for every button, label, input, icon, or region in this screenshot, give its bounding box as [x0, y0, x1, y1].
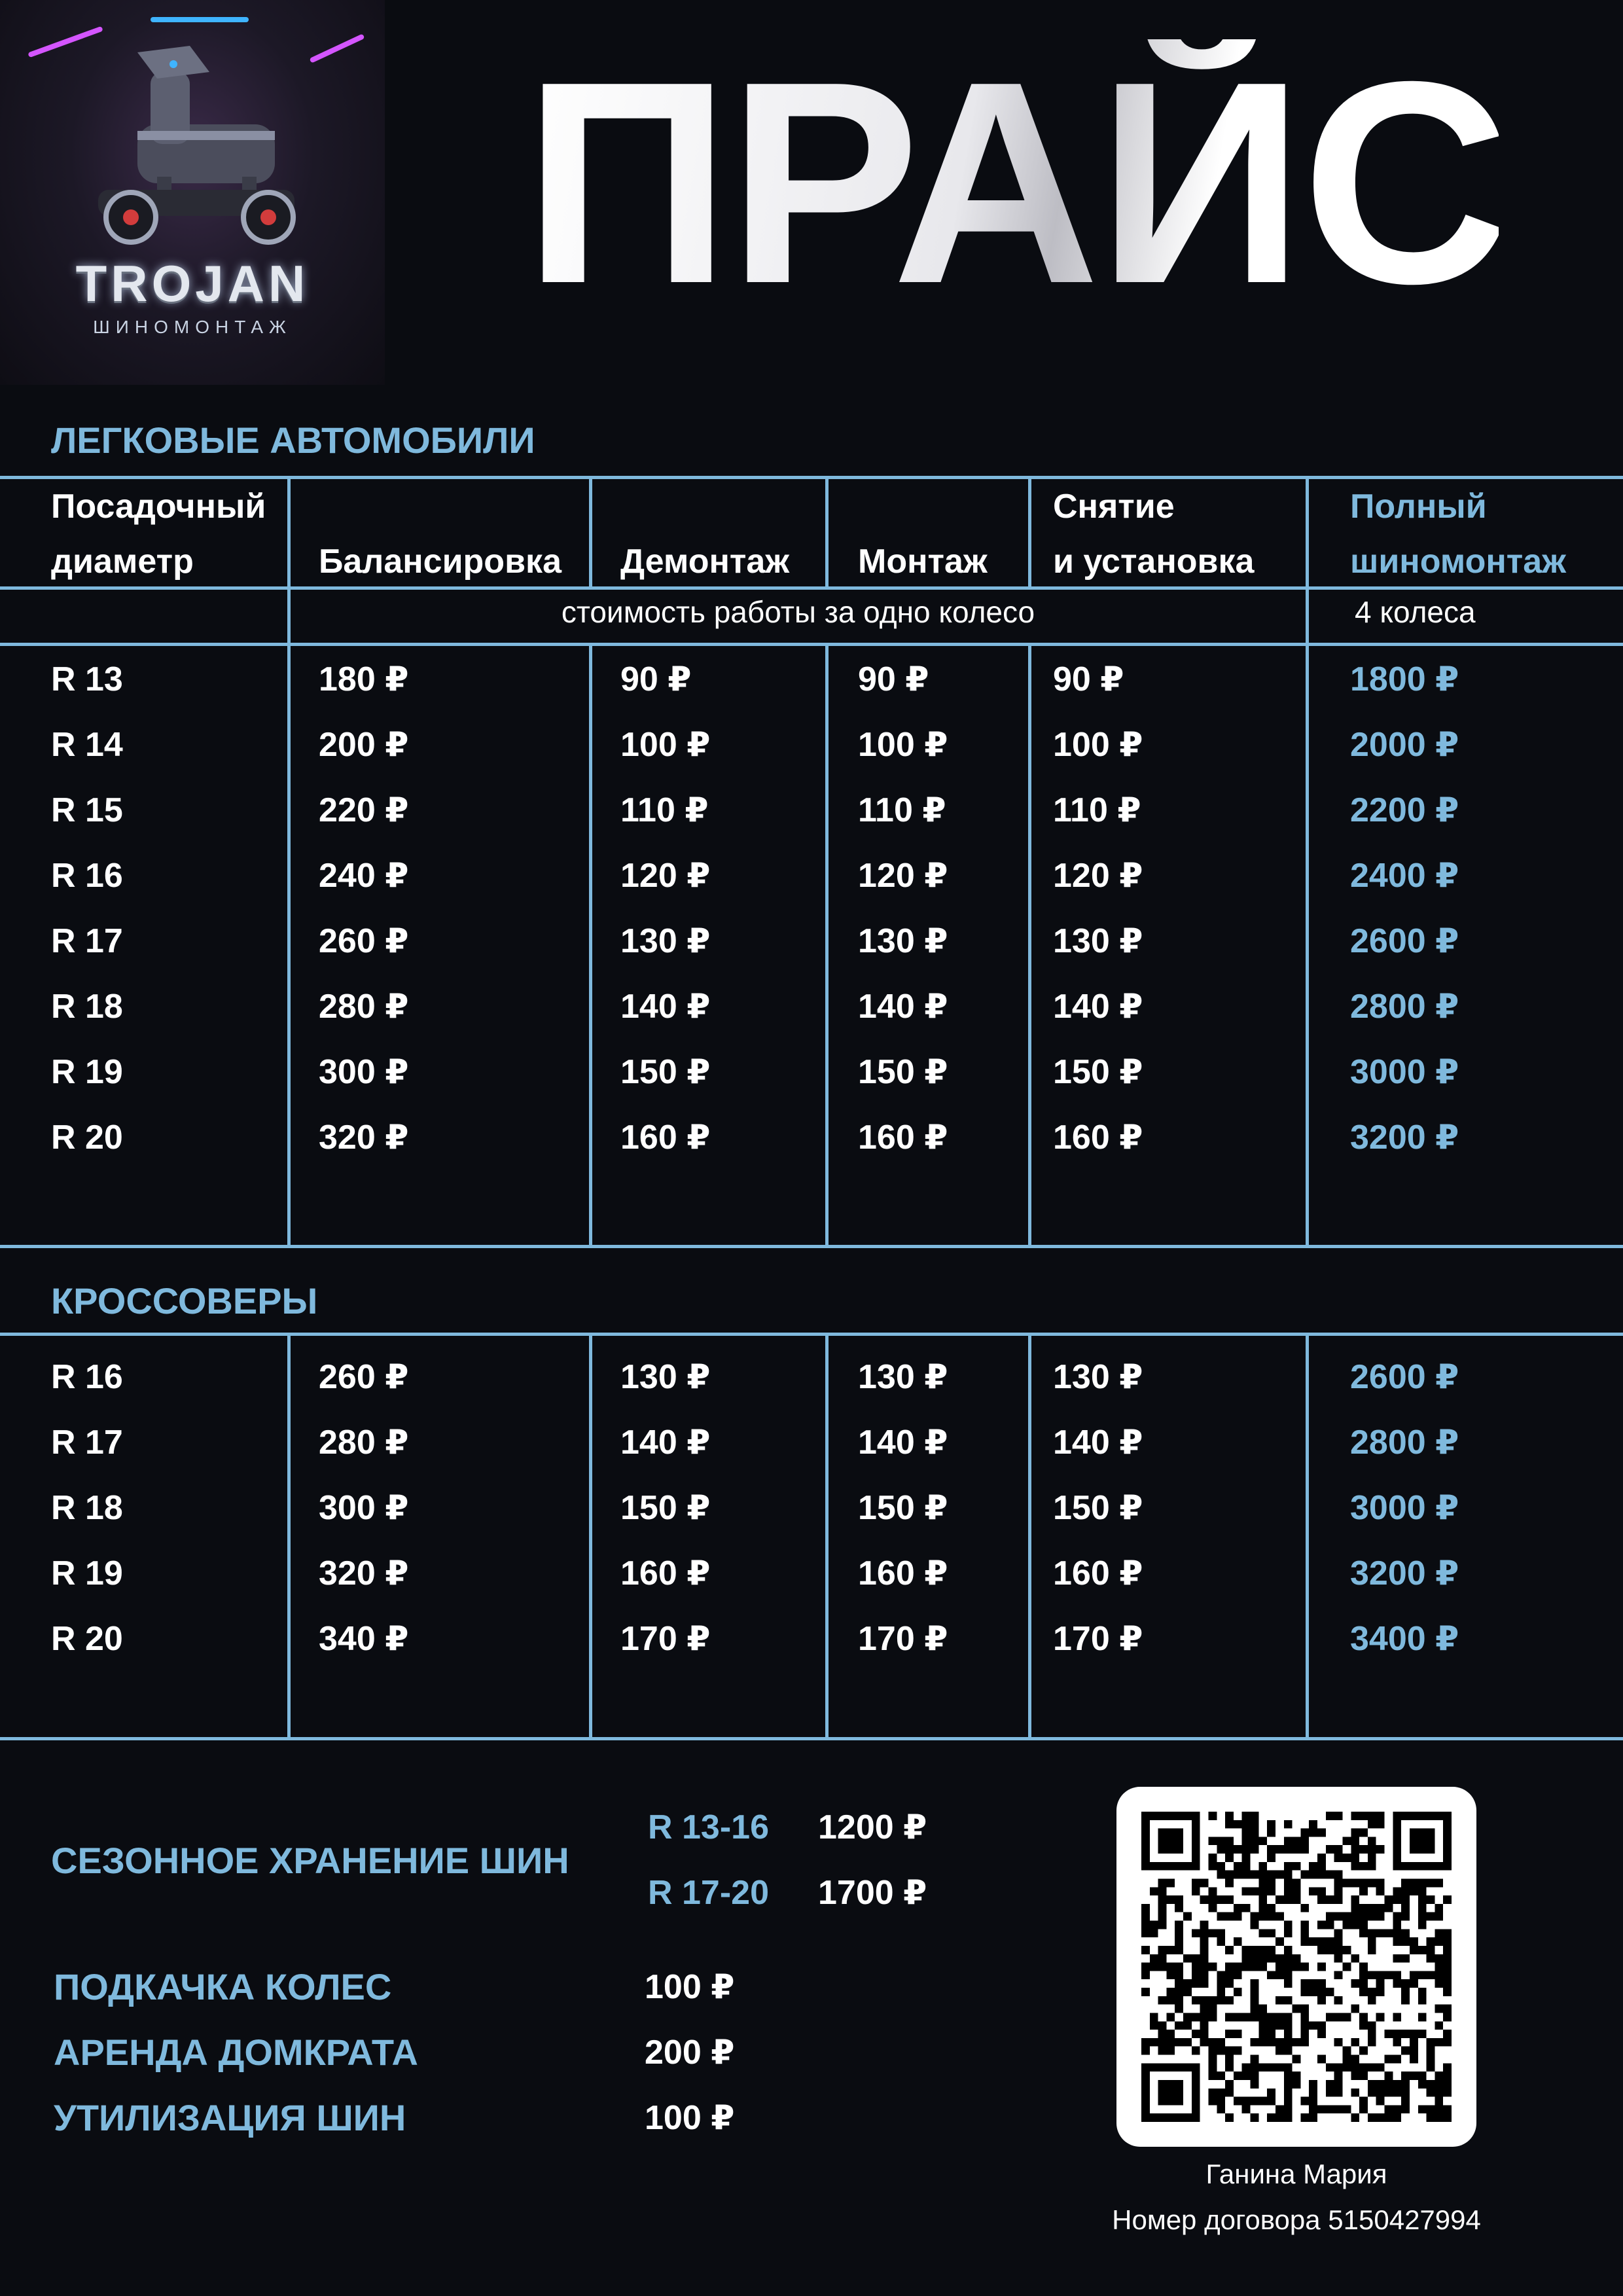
crossover-cell-mount: 130 ₽ — [858, 1358, 948, 1396]
passenger-cell-removal: 90 ₽ — [1053, 660, 1124, 698]
logo-subtitle-text: ШИНОМОНТАЖ — [93, 317, 292, 337]
crossover-cell-full-service: 2800 ₽ — [1350, 1424, 1459, 1462]
passenger-cell-mount: 110 ₽ — [858, 791, 946, 829]
passenger-cell-removal: 130 ₽ — [1053, 922, 1143, 960]
passenger-cell-removal: 120 ₽ — [1053, 857, 1143, 895]
passenger-cell-balancing: 220 ₽ — [319, 791, 409, 829]
crossover-cell-full-service: 3200 ₽ — [1350, 1554, 1459, 1592]
crossover-cell-diameter: R 20 — [51, 1620, 123, 1658]
header-full-line1: Полный — [1350, 488, 1487, 526]
crossover-cell-diameter: R 19 — [51, 1554, 123, 1592]
passenger-cell-full-service: 1800 ₽ — [1350, 660, 1459, 698]
crossover-cell-dismount: 160 ₽ — [620, 1554, 711, 1592]
passenger-cell-dismount: 150 ₽ — [620, 1053, 711, 1091]
crossover-cell-diameter: R 18 — [51, 1489, 123, 1527]
four-wheels-note: 4 колеса — [1355, 595, 1476, 629]
storage-price: 1700 ₽ — [818, 1874, 927, 1912]
trojan-horse-icon — [59, 26, 334, 249]
section-title-crossover: КРОССОВЕРЫ — [51, 1280, 318, 1321]
logo-brand-text: TROJAN — [75, 255, 310, 312]
col-divider — [825, 1333, 829, 1738]
crossover-cell-full-service: 3000 ₽ — [1350, 1489, 1459, 1527]
passenger-cell-mount: 130 ₽ — [858, 922, 948, 960]
col-divider — [1028, 1333, 1031, 1738]
crossover-cell-balancing: 260 ₽ — [319, 1358, 409, 1396]
passenger-cell-full-service: 2800 ₽ — [1350, 988, 1459, 1026]
service-price-jack-rent: 200 ₽ — [645, 2034, 735, 2072]
service-price-inflation: 100 ₽ — [645, 1968, 735, 2006]
storage-size: R 17-20 — [648, 1874, 769, 1912]
crossover-cell-dismount: 130 ₽ — [620, 1358, 711, 1396]
passenger-cell-full-service: 3000 ₽ — [1350, 1053, 1459, 1091]
passenger-cell-removal: 100 ₽ — [1053, 726, 1143, 764]
passenger-cell-mount: 140 ₽ — [858, 988, 948, 1026]
passenger-cell-balancing: 300 ₽ — [319, 1053, 409, 1091]
neon-light-top — [151, 17, 249, 22]
passenger-cell-dismount: 140 ₽ — [620, 988, 711, 1026]
note-bottom-border — [0, 643, 1623, 646]
passenger-cell-balancing: 280 ₽ — [319, 988, 409, 1026]
crossover-cell-mount: 150 ₽ — [858, 1489, 948, 1527]
page-title: ПРАЙС — [524, 22, 1507, 344]
passenger-cell-dismount: 130 ₽ — [620, 922, 711, 960]
passenger-cell-balancing: 320 ₽ — [319, 1119, 409, 1157]
header-removal — [1053, 479, 1254, 589]
passenger-cell-dismount: 110 ₽ — [620, 791, 709, 829]
passenger-cell-mount: 90 ₽ — [858, 660, 929, 698]
crossover-cell-removal: 150 ₽ — [1053, 1489, 1143, 1527]
passenger-cell-diameter: R 19 — [51, 1053, 123, 1091]
passenger-cell-diameter: R 16 — [51, 857, 123, 895]
passenger-cell-balancing: 240 ₽ — [319, 857, 409, 895]
storage-title: СЕЗОННОЕ ХРАНЕНИЕ ШИН — [51, 1840, 569, 1881]
col-divider — [1028, 643, 1031, 1246]
footer-name: Ганина Мария — [1205, 2159, 1387, 2189]
passenger-cell-balancing: 180 ₽ — [319, 660, 409, 698]
header-full-line2: шиномонтаж — [1350, 543, 1567, 581]
header-mount: Монтаж — [858, 543, 988, 581]
crossover-cell-removal: 140 ₽ — [1053, 1424, 1143, 1462]
passenger-cell-full-service: 2600 ₽ — [1350, 922, 1459, 960]
passenger-cell-mount: 160 ₽ — [858, 1119, 948, 1157]
header-diameter-line2: диаметр — [51, 543, 194, 581]
col-divider — [1306, 476, 1309, 1246]
service-name-jack-rent: АРЕНДА ДОМКРАТА — [54, 2032, 418, 2073]
header-removal-line2: и установка — [1053, 543, 1255, 581]
passenger-cell-balancing: 260 ₽ — [319, 922, 409, 960]
col-divider — [589, 643, 592, 1246]
qr-code-icon[interactable] — [1141, 1812, 1452, 2122]
service-name-disposal: УТИЛИЗАЦИЯ ШИН — [54, 2097, 406, 2138]
passenger-cell-dismount: 120 ₽ — [620, 857, 711, 895]
col-divider — [1306, 1333, 1309, 1738]
passenger-table-bottom-border — [0, 1245, 1623, 1248]
col-divider — [825, 476, 829, 586]
qr-code-frame[interactable] — [1116, 1787, 1476, 2147]
crossover-cell-balancing: 280 ₽ — [319, 1424, 409, 1462]
crossover-cell-removal: 130 ₽ — [1053, 1358, 1143, 1396]
passenger-cell-dismount: 100 ₽ — [620, 726, 711, 764]
passenger-cell-removal: 110 ₽ — [1053, 791, 1141, 829]
passenger-cell-diameter: R 20 — [51, 1119, 123, 1157]
header-diameter-line1: Посадочный — [51, 488, 266, 526]
storage-size: R 13-16 — [648, 1808, 769, 1846]
section-title-passenger: ЛЕГКОВЫЕ АВТОМОБИЛИ — [51, 420, 535, 461]
passenger-cell-removal: 150 ₽ — [1053, 1053, 1143, 1091]
header-dismount: Демонтаж — [620, 543, 790, 581]
passenger-cell-removal: 140 ₽ — [1053, 988, 1143, 1026]
crossover-cell-full-service: 2600 ₽ — [1350, 1358, 1459, 1396]
service-name-inflation: ПОДКАЧКА КОЛЕС — [54, 1966, 392, 2007]
crossover-cell-dismount: 140 ₽ — [620, 1424, 711, 1462]
passenger-cell-full-service: 2200 ₽ — [1350, 791, 1459, 829]
crossover-cell-mount: 140 ₽ — [858, 1424, 948, 1462]
header-diameter — [51, 479, 266, 589]
crossover-cell-removal: 160 ₽ — [1053, 1554, 1143, 1592]
crossover-cell-dismount: 170 ₽ — [620, 1620, 711, 1658]
crossover-table-bottom-border — [0, 1737, 1623, 1740]
crossover-table-top-border — [0, 1333, 1623, 1336]
crossover-cell-diameter: R 16 — [51, 1358, 123, 1396]
storage-price: 1200 ₽ — [818, 1808, 927, 1846]
header-balancing: Балансировка — [319, 543, 562, 581]
header-full-service — [1350, 479, 1566, 589]
crossover-cell-full-service: 3400 ₽ — [1350, 1620, 1459, 1658]
crossover-cell-removal: 170 ₽ — [1053, 1620, 1143, 1658]
passenger-cell-full-service: 2400 ₽ — [1350, 857, 1459, 895]
service-price-disposal: 100 ₽ — [645, 2099, 735, 2137]
header-removal-line1: Снятие — [1053, 488, 1175, 526]
crossover-cell-dismount: 150 ₽ — [620, 1489, 711, 1527]
col-divider — [287, 476, 291, 1246]
passenger-cell-dismount: 90 ₽ — [620, 660, 692, 698]
crossover-cell-diameter: R 17 — [51, 1424, 123, 1462]
crossover-cell-balancing: 340 ₽ — [319, 1620, 409, 1658]
passenger-cell-diameter: R 18 — [51, 988, 123, 1026]
passenger-cell-mount: 120 ₽ — [858, 857, 948, 895]
per-wheel-note: стоимость работы за одно колесо — [561, 595, 1035, 629]
crossover-cell-mount: 160 ₽ — [858, 1554, 948, 1592]
col-divider — [825, 643, 829, 1246]
passenger-cell-full-service: 2000 ₽ — [1350, 726, 1459, 764]
passenger-cell-balancing: 200 ₽ — [319, 726, 409, 764]
passenger-cell-diameter: R 13 — [51, 660, 123, 698]
col-divider — [589, 1333, 592, 1738]
crossover-cell-balancing: 300 ₽ — [319, 1489, 409, 1527]
passenger-cell-removal: 160 ₽ — [1053, 1119, 1143, 1157]
passenger-cell-diameter: R 15 — [51, 791, 123, 829]
passenger-cell-mount: 150 ₽ — [858, 1053, 948, 1091]
brand-logo — [0, 0, 385, 385]
col-divider — [287, 1333, 291, 1738]
crossover-cell-balancing: 320 ₽ — [319, 1554, 409, 1592]
col-divider — [589, 476, 592, 586]
passenger-cell-diameter: R 17 — [51, 922, 123, 960]
passenger-cell-mount: 100 ₽ — [858, 726, 948, 764]
passenger-cell-full-service: 3200 ₽ — [1350, 1119, 1459, 1157]
footer-contract: Номер договора 5150427994 — [1112, 2204, 1481, 2235]
crossover-cell-mount: 170 ₽ — [858, 1620, 948, 1658]
passenger-cell-diameter: R 14 — [51, 726, 123, 764]
col-divider — [1028, 476, 1031, 586]
passenger-cell-dismount: 160 ₽ — [620, 1119, 711, 1157]
